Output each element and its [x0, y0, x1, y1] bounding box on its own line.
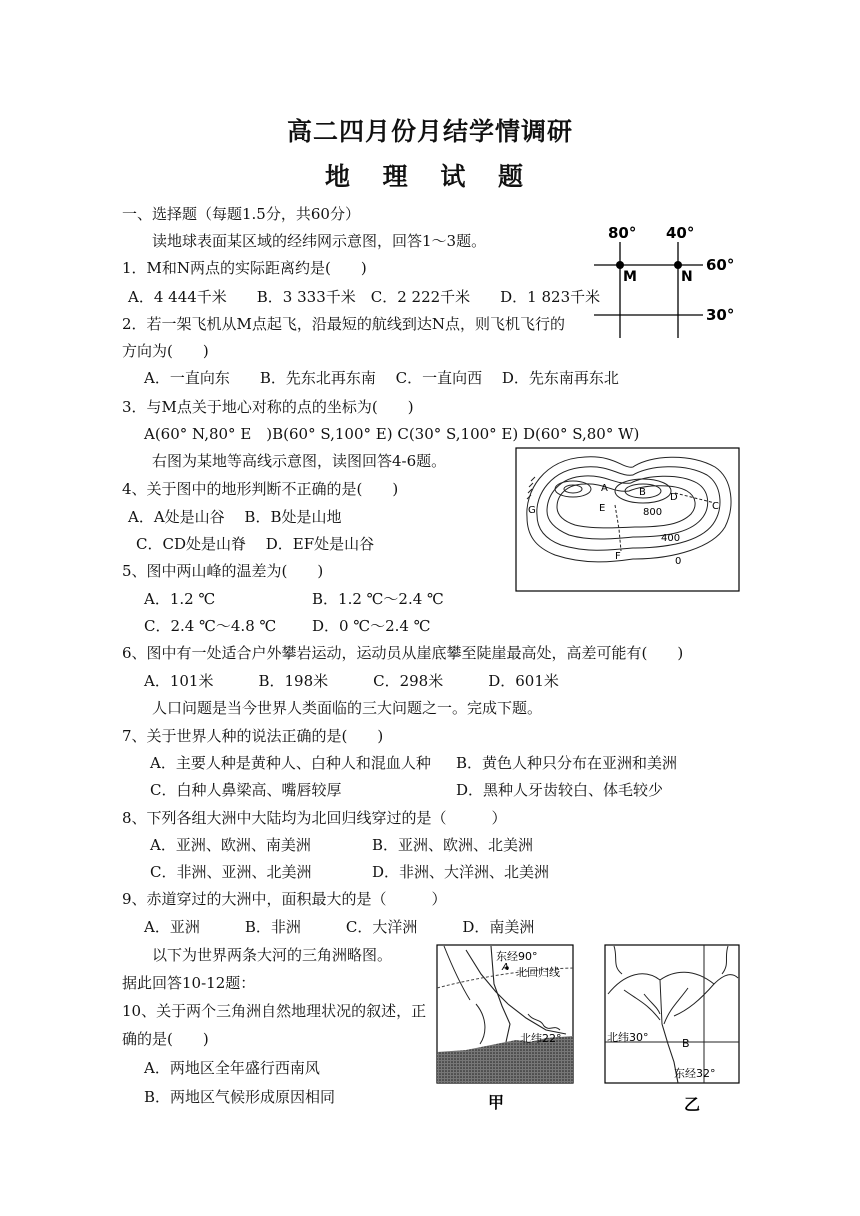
- question-4: 4、关于图中的地形判断不正确的是( ): [122, 480, 399, 498]
- question-6: 6、图中有一处适合户外攀岩运动，运动员从崖底攀至陡崖最高处，高差可能有( ): [122, 644, 684, 662]
- lat-label-south: 30°: [706, 306, 735, 324]
- question-8-option-b: B．亚洲、欧洲、北美洲: [372, 836, 534, 854]
- contour-label-d: D: [670, 492, 678, 503]
- question-2-options: A．一直向东 B．先东北再东南 C．一直向西 D．先东南再东北: [144, 369, 619, 387]
- contour-map-figure: [515, 447, 740, 592]
- intro-text: 右图为某地等高线示意图，读图回答4-6题。: [152, 452, 447, 470]
- page-title: 高二四月份月结学情调研: [286, 117, 573, 146]
- yi-lat-label: 北纬30°: [607, 1031, 649, 1044]
- question-9-options: A．亚洲 B．非洲 C．大洋洲 D．南美洲: [144, 918, 535, 936]
- lon-label-west: 80°: [608, 224, 637, 242]
- contour-value-800: 800: [643, 507, 663, 518]
- question-10-option-b: B．两地区气候形成原因相同: [144, 1088, 336, 1106]
- question-6-options: A．101米 B．198米 C．298米 D．601米: [144, 672, 559, 690]
- contour-value-0: 0: [675, 556, 682, 567]
- question-8-option-c: C．非洲、亚洲、北美洲: [150, 863, 312, 881]
- question-10-line2: 确的是( ): [122, 1030, 209, 1048]
- question-4-options-ab: A．A处是山谷 B．B处是山地: [128, 508, 342, 526]
- question-3-options: A(60° N,80° E )B(60° S,100° E) C(30° S,100° E) D(60° S,80° W): [144, 425, 640, 443]
- question-1-options: A．4 444千米 B．3 333千米 C．2 222千米 D．1 823千米: [128, 288, 601, 306]
- lon-label-east: 40°: [666, 224, 695, 242]
- question-8-option-a: A．亚洲、欧洲、南美洲: [150, 836, 311, 854]
- jia-lon-label: 东经90°: [496, 950, 538, 963]
- yi-point-b: B: [682, 1037, 690, 1050]
- question-8: 8、下列各组大洲中大陆均为北回归线穿过的是（ ）: [122, 809, 507, 827]
- question-5-option-b: B．1.2 ℃～2.4 ℃: [312, 590, 444, 608]
- contour-label-b: B: [639, 487, 646, 498]
- question-8-option-d: D．非洲、大洋洲、北美洲: [372, 863, 550, 881]
- delta-map-yi: [604, 944, 744, 1116]
- intro-text: 以下为世界两条大河的三角洲略图。: [152, 946, 393, 964]
- page-subtitle: 地 理 试 题: [324, 162, 536, 191]
- question-1: 1．M和N两点的实际距离约是( ): [122, 259, 367, 277]
- delta-map-jia: [436, 944, 576, 1114]
- question-5-option-d: D．0 ℃～2.4 ℃: [312, 617, 431, 635]
- intro-text: 读地球表面某区域的经纬网示意图，回答1～3题。: [152, 232, 487, 250]
- question-7-option-b: B．黄色人种只分布在亚洲和美洲: [456, 754, 678, 772]
- point-m-label: M: [623, 269, 637, 285]
- contour-label-c: C: [712, 501, 719, 512]
- intro-text: 人口问题是当今世界人类面临的三大问题之一。完成下题。: [152, 699, 543, 717]
- question-5-option-c: C．2.4 ℃～4.8 ℃: [144, 617, 277, 635]
- contour-label-f: F: [615, 551, 621, 562]
- contour-label-g: G: [528, 505, 536, 516]
- lat-label-north: 60°: [706, 256, 735, 274]
- jia-point-a: A: [502, 962, 509, 973]
- question-4-options-cd: C．CD处是山脊 D．EF处是山谷: [136, 535, 375, 553]
- question-10-line1: 10、关于两个三角洲自然地理状况的叙述，正: [122, 1002, 427, 1020]
- question-10-option-a: A．两地区全年盛行西南风: [144, 1059, 320, 1077]
- question-5-option-a: A．1.2 ℃: [144, 590, 216, 608]
- question-9: 9、赤道穿过的大洲中，面积最大的是（ ）: [122, 890, 447, 908]
- latlong-grid-figure: [590, 220, 750, 345]
- question-7-option-a: A．主要人种是黄种人、白种人和混血人种: [150, 754, 431, 772]
- jia-lat-label: 北纬22°: [520, 1032, 562, 1045]
- jia-tropic-label: 北回归线: [516, 966, 560, 979]
- question-2-line1: 2．若一架飞机从M点起飞，沿最短的航线到达N点，则飞机飞行的: [122, 315, 566, 333]
- contour-label-a: A: [601, 483, 608, 494]
- intro-text: 据此回答10-12题：: [122, 974, 256, 992]
- jia-caption: 甲: [488, 1093, 505, 1112]
- question-2-line2: 方向为( ): [122, 342, 209, 360]
- question-7: 7、关于世界人种的说法正确的是( ): [122, 727, 384, 745]
- section-heading: 一、选择题（每题1.5分，共60分）: [122, 205, 360, 223]
- contour-label-e: E: [599, 503, 606, 514]
- question-5: 5、图中两山峰的温差为( ): [122, 562, 324, 580]
- question-7-option-d: D．黑种人牙齿较白、体毛较少: [456, 781, 664, 799]
- yi-lon-label: 东经32°: [674, 1067, 716, 1080]
- point-n-label: N: [681, 269, 693, 285]
- contour-value-400: 400: [661, 533, 681, 544]
- question-7-option-c: C．白种人鼻梁高、嘴唇较厚: [150, 781, 342, 799]
- question-3: 3．与M点关于地心对称的点的坐标为( ): [122, 398, 414, 416]
- yi-caption: 乙: [684, 1095, 701, 1114]
